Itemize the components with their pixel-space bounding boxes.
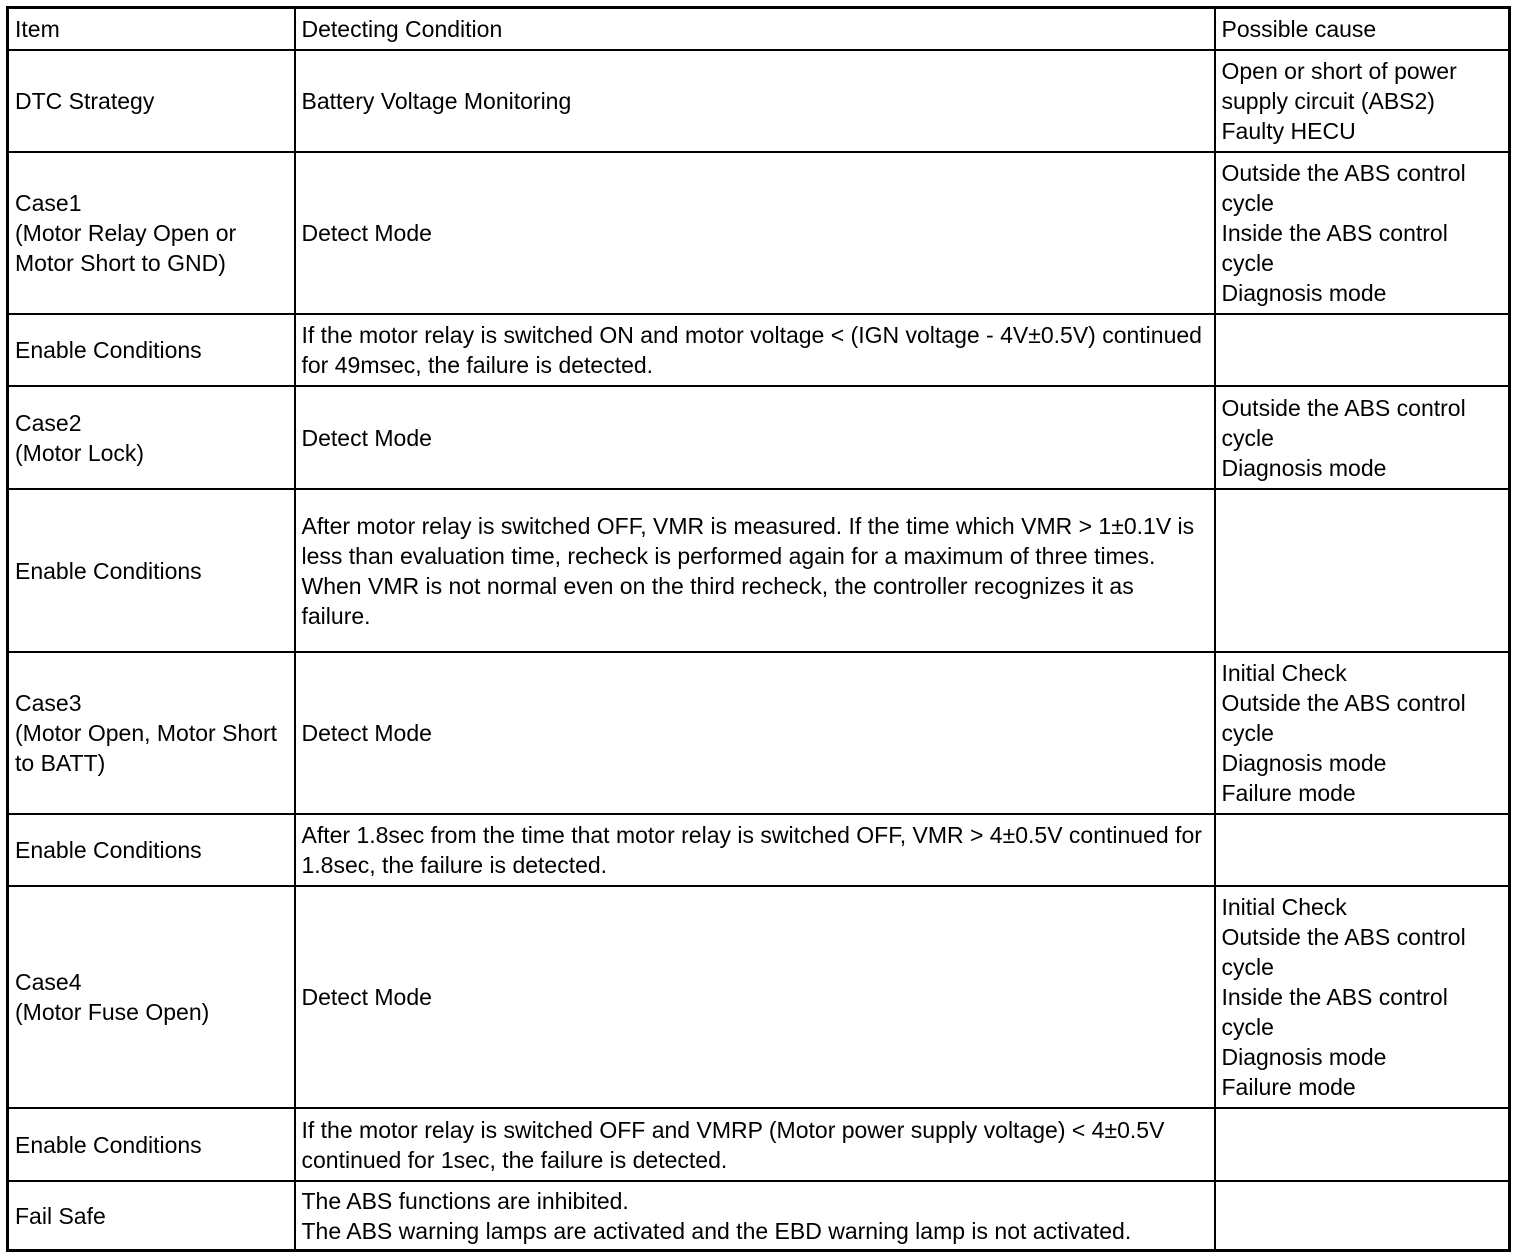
- condition-cell: Battery Voltage Monitoring: [295, 50, 1215, 152]
- condition-cell: If the motor relay is switched ON and motor voltage < (IGN voltage - 4V±0.5V) continued for 49msec, the failure is detected.: [295, 314, 1215, 386]
- condition-cell: Detect Mode: [295, 152, 1215, 314]
- table-row: [8, 652, 1510, 814]
- table-row: [8, 314, 1510, 386]
- item-cell: Case3 (Motor Open, Motor Short to BATT): [8, 652, 295, 814]
- header-item: Item: [8, 8, 295, 51]
- item-cell: Case4 (Motor Fuse Open): [8, 886, 295, 1108]
- table-row: [8, 886, 1510, 1108]
- cause-cell: Outside the ABS control cycle Diagnosis mode: [1215, 386, 1510, 489]
- table-row: [8, 1108, 1510, 1181]
- condition-cell: Detect Mode: [295, 652, 1215, 814]
- table-row: [8, 489, 1510, 652]
- header-possible-cause: Possible cause: [1215, 8, 1510, 51]
- table-row: [8, 386, 1510, 489]
- cause-cell: [1215, 814, 1510, 886]
- condition-cell: After motor relay is switched OFF, VMR is measured. If the time which VMR > 1±0.1V is less than evaluation time, recheck is performed again for a maximum of three times. When VMR is not normal even on the third recheck, the controller recognizes it as failure.: [295, 489, 1215, 652]
- header-detecting-condition: Detecting Condition: [295, 8, 1215, 51]
- condition-cell: The ABS functions are inhibited. The ABS warning lamps are activated and the EBD warning lamp is not activated.: [295, 1181, 1215, 1251]
- table-header-row: [8, 8, 1510, 51]
- dtc-table: [6, 6, 1511, 1252]
- condition-cell: If the motor relay is switched OFF and VMRP (Motor power supply voltage) < 4±0.5V continued for 1sec, the failure is detected.: [295, 1108, 1215, 1181]
- cause-cell: [1215, 1181, 1510, 1251]
- table-row: [8, 814, 1510, 886]
- cause-cell: [1215, 314, 1510, 386]
- table-row: [8, 1181, 1510, 1251]
- cause-cell: [1215, 1108, 1510, 1181]
- item-cell: Fail Safe: [8, 1181, 295, 1251]
- item-cell: Case1 (Motor Relay Open or Motor Short to GND): [8, 152, 295, 314]
- item-cell: DTC Strategy: [8, 50, 295, 152]
- dtc-table-container: [6, 6, 1511, 1252]
- cause-cell: Outside the ABS control cycle Inside the ABS control cycle Diagnosis mode: [1215, 152, 1510, 314]
- item-cell: Enable Conditions: [8, 489, 295, 652]
- condition-cell: Detect Mode: [295, 886, 1215, 1108]
- condition-cell: After 1.8sec from the time that motor relay is switched OFF, VMR > 4±0.5V continued for 1.8sec, the failure is detected.: [295, 814, 1215, 886]
- cause-cell: [1215, 489, 1510, 652]
- item-cell: Case2 (Motor Lock): [8, 386, 295, 489]
- item-cell: Enable Conditions: [8, 814, 295, 886]
- cause-cell: Initial Check Outside the ABS control cycle Inside the ABS control cycle Diagnosis mode Failure mode: [1215, 886, 1510, 1108]
- table-row: [8, 152, 1510, 314]
- table-row: [8, 50, 1510, 152]
- cause-cell: Initial Check Outside the ABS control cycle Diagnosis mode Failure mode: [1215, 652, 1510, 814]
- item-cell: Enable Conditions: [8, 1108, 295, 1181]
- condition-cell: Detect Mode: [295, 386, 1215, 489]
- cause-cell: Open or short of power supply circuit (ABS2) Faulty HECU: [1215, 50, 1510, 152]
- item-cell: Enable Conditions: [8, 314, 295, 386]
